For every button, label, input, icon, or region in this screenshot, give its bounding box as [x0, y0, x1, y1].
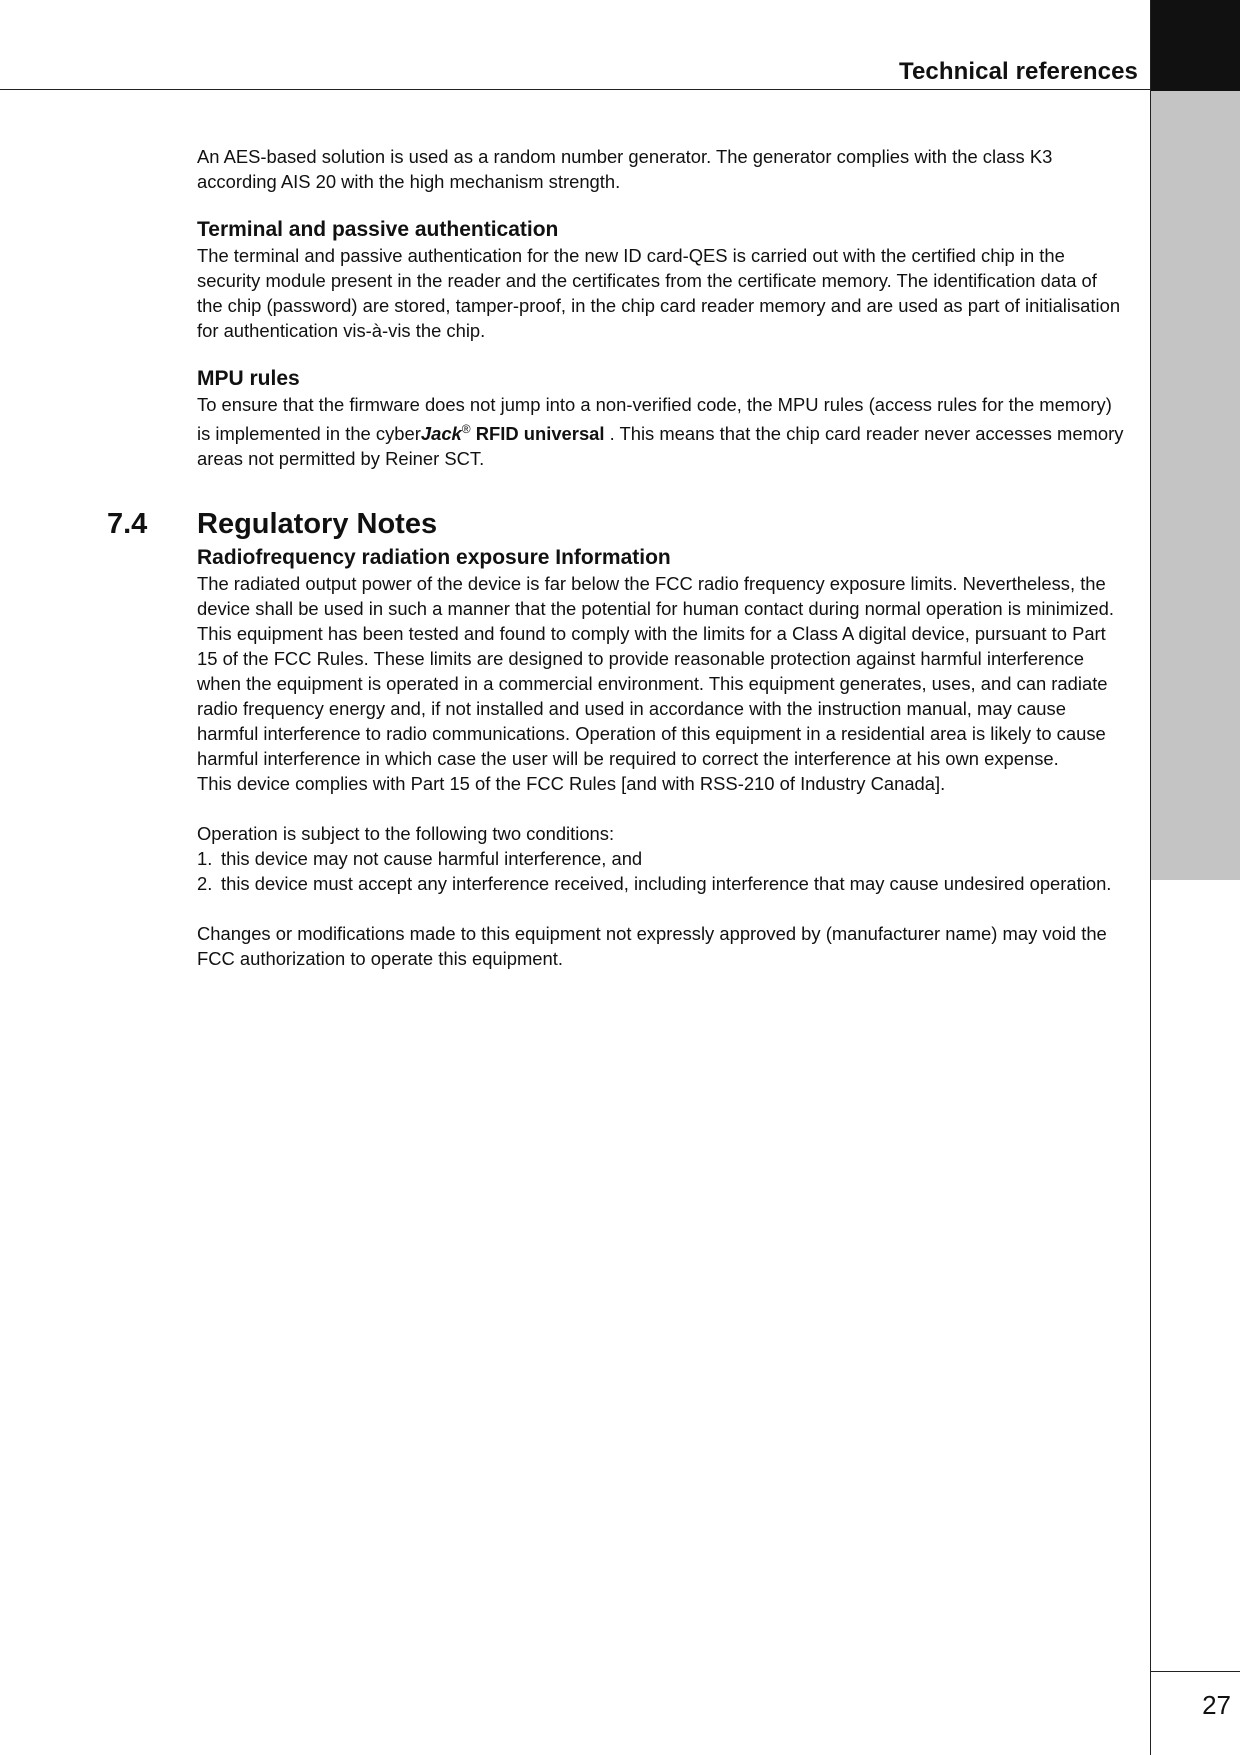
- thumb-tab-grey: [1151, 91, 1240, 880]
- header-rule: [0, 89, 1151, 90]
- page-content: [107, 144, 1127, 971]
- changes-paragraph: Changes or modifications made to this equipment not expressly approved by (manufacturer name) may void the FCC authorization to operate this equipment.: [197, 923, 1107, 970]
- thumb-tab-black: [1151, 0, 1240, 91]
- condition-text: this device must accept any interference received, including interference that may cause undesired operation.: [221, 873, 1112, 895]
- terminal-auth-paragraph: The terminal and passive authentication for the new ID card-QES is carried out with the certified chip in the security module present in the reader and the certificates from the certificate memory. The identification data of the chip (password) are stored, tamper-proof, in the chip card reader memory and are used as part of initialisation for authentication vis-à-vis the chip.: [197, 245, 1121, 341]
- section-title: Regulatory Notes: [197, 508, 438, 541]
- condition-item: [197, 846, 1127, 871]
- running-header-title: Technical references: [898, 58, 1138, 85]
- product-name: RFID universal: [470, 423, 605, 445]
- intro-paragraph: An AES-based solution is used as a random number generator. The generator complies with the class K3 according AIS 20 with the high mechanism strength.: [197, 146, 1053, 192]
- section-heading: [107, 507, 1127, 541]
- condition-item: [197, 871, 1127, 896]
- condition-text: this device may not cause harmful interference, and: [221, 848, 643, 870]
- page-number: 27: [1202, 1690, 1231, 1720]
- page-number-rule: [1151, 1671, 1240, 1672]
- terminal-auth-heading: Terminal and passive authentication: [197, 218, 559, 241]
- condition-number: 1.: [197, 848, 213, 870]
- conditions-intro: Operation is subject to the following two conditions:: [197, 823, 615, 845]
- margin-vertical-rule: [1150, 0, 1151, 1755]
- registered-mark: ®: [461, 422, 471, 436]
- rf-paragraph-3: This device complies with Part 15 of the FCC Rules [and with RSS-210 of Industry Canada].: [197, 773, 946, 795]
- rf-paragraph-2: This equipment has been tested and found to comply with the limits for a Class A digital device, pursuant to Part 15 of the FCC Rules. These limits are designed to provide reasonable protection against harmful interference when the equipment is operated in a commercial environment. This equipment generates, uses, and can radiate radio frequency energy and, if not installed and used in accordance with the instruction manual, may cause harmful interference to radio communications. Operation of this equipment in a residential area is likely to cause harmful interference in which case the user will be required to correct the interference at his own expense.: [197, 623, 1108, 770]
- rf-paragraph-1: The radiated output power of the device is far below the FCC radio frequency exposure limits. Nevertheless, the device shall be used in such a manner that the potential for human contact during normal operation is minimized.: [197, 573, 1114, 620]
- mpu-text-after: . This means that the chip card reader never accesses memory areas not permitted by Reiner SCT.: [197, 423, 1124, 470]
- mpu-rules-paragraph: [197, 392, 1127, 471]
- mpu-text-before: To ensure that the firmware does not jump into a non-verified code, the MPU rules (access rules for the memory) is implemented in the cyber: [197, 394, 1112, 445]
- brand-jack: Jack: [420, 423, 462, 445]
- mpu-rules-heading: MPU rules: [197, 367, 300, 390]
- rf-info-heading: Radiofrequency radiation exposure Information: [197, 546, 671, 570]
- section-number: 7.4: [107, 508, 148, 541]
- condition-number: 2.: [197, 873, 213, 895]
